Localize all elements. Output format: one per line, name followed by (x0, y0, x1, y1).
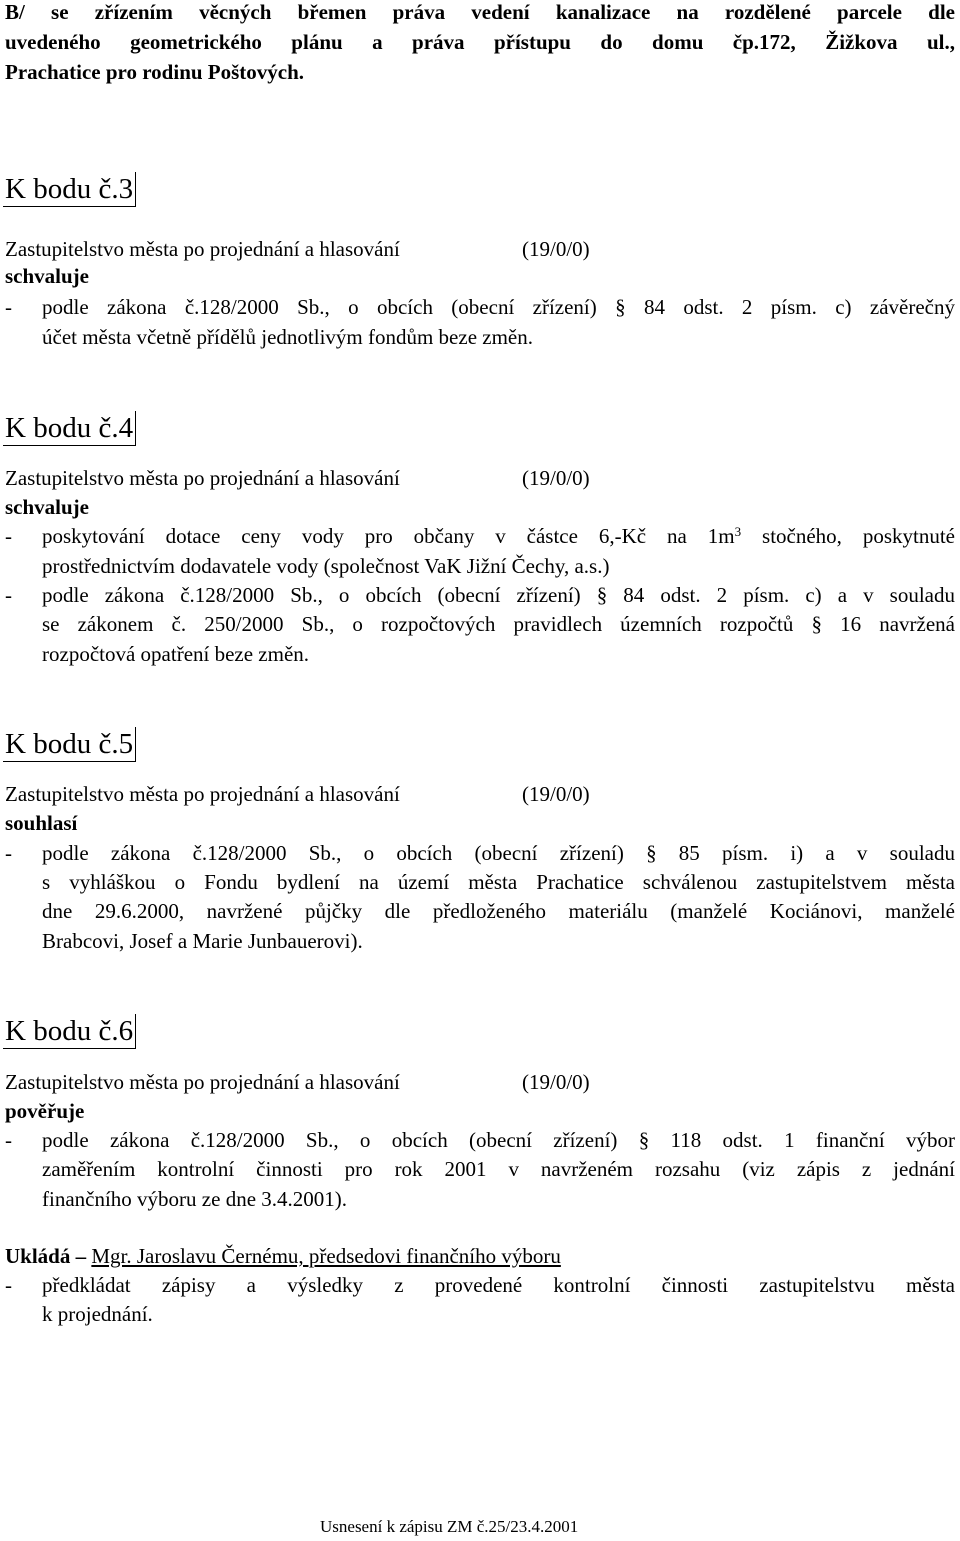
item-3-vote-count: (19/0/0) (522, 237, 590, 261)
item-6-task-line-2: k projednání. (42, 1302, 153, 1326)
intro-line-1: B/ se zřízením věcných břemen práva vedení kanalizace na rozdělené parcele dle (5, 0, 955, 24)
item-4-vote-count: (19/0/0) (522, 466, 590, 490)
item-5-heading: K bodu č.5 (3, 727, 136, 762)
item-5-verb: souhlasí (5, 811, 78, 835)
item-5-dash-1: - (5, 841, 12, 865)
item-6-bullet-1-line-3: finančního výboru ze dne 3.4.2001). (42, 1187, 348, 1211)
item-6-bullet-1-line-1: podle zákona č.128/2000 Sb., o obcích (obecní zřízení) § 118 odst. 1 finanční výbor (42, 1128, 955, 1152)
item-6-task (5, 1244, 561, 1268)
item-4-heading: K bodu č.4 (3, 411, 136, 446)
item-3-vote-text: Zastupitelstvo města po projednání a hlasování (5, 237, 400, 261)
item-5-bullet-1-line-2: s vyhláškou o Fondu bydlení na území města Prachatice schválenou zastupitelstvem města (42, 870, 955, 894)
intro-line-3: Prachatice pro rodinu Poštových. (5, 60, 305, 84)
item-5-vote-count: (19/0/0) (522, 782, 590, 806)
item-4-verb: schvaluje (5, 495, 89, 519)
item-3-bullet-1-line-1: podle zákona č.128/2000 Sb., o obcích (obecní zřízení) § 84 odst. 2 písm. c) závěrečný (42, 295, 955, 319)
item-5-bullet-1-line-1: podle zákona č.128/2000 Sb., o obcích (obecní zřízení) § 85 písm. i) a v souladu (42, 841, 955, 865)
item-6-task-line-1: předkládat zápisy a výsledky z provedené kontrolní činnosti zastupitelstvu města (42, 1273, 955, 1297)
item-3-dash-1: - (5, 295, 12, 319)
item-6-task-dash: - (5, 1273, 12, 1297)
item-6-verb: pověřuje (5, 1099, 85, 1123)
item-4-dash-1: - (5, 524, 12, 548)
item-3-bullet-1-line-2: účet města včetně přídělů jednotlivým fondům beze změn. (42, 325, 533, 349)
item-3-verb: schvaluje (5, 264, 89, 288)
task-person: Mgr. Jaroslavu Černému, předsedovi finančního výboru (91, 1244, 561, 1268)
intro-line-2: uvedeného geometrického plánu a práva přístupu do domu čp.172, Žižkova ul., (5, 30, 955, 54)
item-4-bullet-1-line-1: poskytování dotace ceny vody pro občany v částce 6,-Kč na $1m^3$ stočného, poskytnuté (42, 524, 955, 548)
page-footer: Usnesení k zápisu ZM č.25/23.4.2001 (320, 1517, 579, 1536)
item-3-heading: K bodu č.3 (3, 172, 136, 207)
item-4-vote-text: Zastupitelstvo města po projednání a hlasování (5, 466, 400, 490)
task-label: Ukládá – (5, 1244, 87, 1268)
item-4-bullet-1-line-2: prostřednictvím dodavatele vody (společnost VaK Jižní Čechy, a.s.) (42, 554, 610, 578)
item-6-heading: K bodu č.6 (3, 1014, 136, 1049)
item-5-bullet-1-line-3: dne 29.6.2000, navržené půjčky dle předloženého materiálu (manželé Kociánovi, manželé (42, 899, 955, 923)
item-4-dash-2: - (5, 583, 12, 607)
item-4-bullet-2-line-2: se zákonem č. 250/2000 Sb., o rozpočtových pravidlech územních rozpočtů § 16 navržená (42, 612, 955, 636)
superscript: 3 (734, 524, 742, 539)
item-5-vote-text: Zastupitelstvo města po projednání a hlasování (5, 782, 400, 806)
item-5-bullet-1-line-4: Brabcovi, Josef a Marie Junbauerovi). (42, 929, 363, 953)
item-6-bullet-1-line-2: zaměřením kontrolní činnosti pro rok 2001 v navrženém rozsahu (viz zápis z jednání (42, 1157, 955, 1181)
item-6-vote-count: (19/0/0) (522, 1070, 590, 1094)
item-4-bullet-2-line-3: rozpočtová opatření beze změn. (42, 642, 310, 666)
item-6-vote-text: Zastupitelstvo města po projednání a hlasování (5, 1070, 400, 1094)
item-6-dash-1: - (5, 1128, 12, 1152)
item-4-bullet-2-line-1: podle zákona č.128/2000 Sb., o obcích (obecní zřízení) § 84 odst. 2 písm. c) a v souladu (42, 583, 955, 607)
